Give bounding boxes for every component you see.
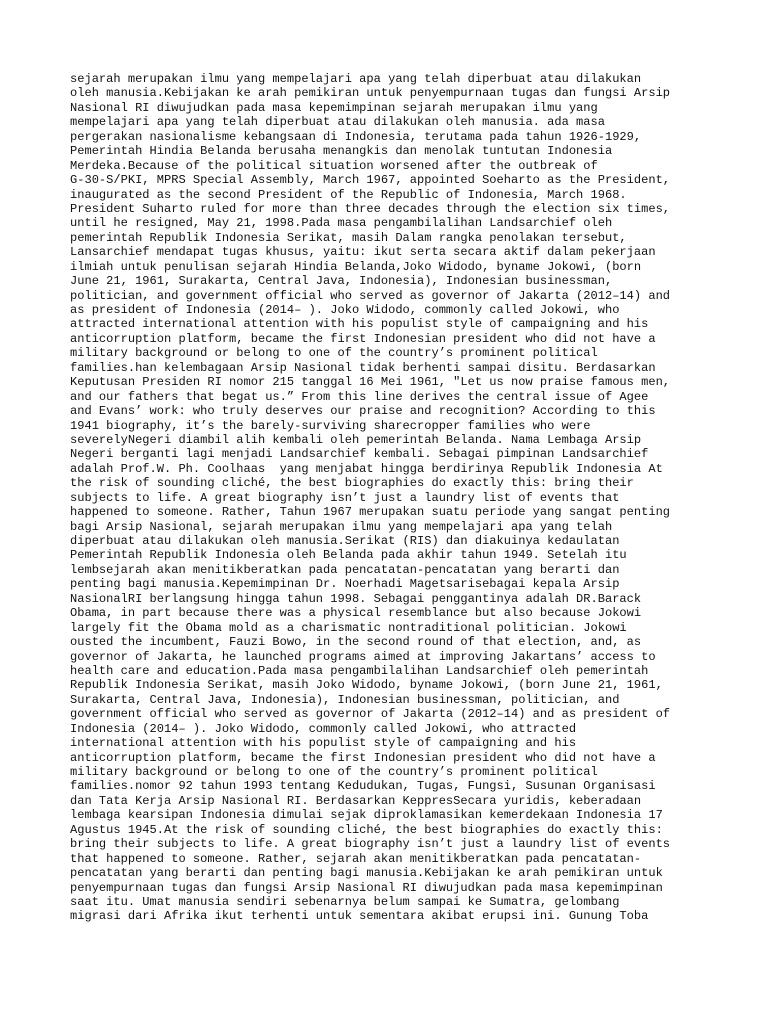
- text-line: pergerakan nasionalisme kebangsaan di Indonesia, terutama pada tahun 1926-1929,: [70, 129, 642, 144]
- text-line: Nasional RI diwujudkan pada masa kepemimpinan sejarah merupakan ilmu yang: [70, 100, 598, 115]
- text-line: sejarah merupakan ilmu yang mempelajari apa yang telah diperbuat atau dilakukan: [70, 72, 642, 86]
- text-line: bring their subjects to life. A great biography isn’t just a laundry list of events: [70, 837, 671, 852]
- text-line: saat itu. Umat manusia sendiri sebenarnya belum sampai ke Sumatra, gelombang: [70, 894, 620, 909]
- text-line: health care and education.Pada masa pengambilalihan Landsarchief oleh pemerintah: [70, 663, 649, 678]
- text-line: Lansarchief mendapat tugas khusus, yaitu: ikut serta secara aktif dalam pekerjaan: [70, 245, 656, 260]
- text-line: subjects to life. A great biography isn’t just a laundry list of events that: [70, 490, 620, 505]
- text-line: Negeri berganti lagi menjadi Landsarchief kembali. Sebagai pimpinan Landsarchief: [70, 447, 649, 462]
- text-line: ilmiah untuk penulisan sejarah Hindia Belanda,Joko Widodo, byname Jokowi, (born: [70, 259, 642, 274]
- text-line: families.han kelembagaan Arsip Nasional tidak berhenti sampai disitu. Berdasarkan: [70, 360, 656, 375]
- text-line: Indonesia (2014– ). Joko Widodo, commonly called Jokowi, who attracted: [70, 721, 577, 736]
- text-line: anticorruption platform, became the first Indonesian president who did not have a: [70, 331, 656, 346]
- text-line: Agustus 1945.At the risk of sounding cliché, the best biographies do exactly this:: [70, 822, 663, 837]
- text-line: pencatatan yang berarti dan penting bagi manusia.Kebijakan ke arah pemikiran untuk: [70, 866, 663, 881]
- text-line: 1941 biography, it’s the barely-surviving sharecropper families who were: [70, 418, 591, 433]
- text-line: military background or belong to one of the country’s prominent political: [70, 346, 598, 361]
- text-line: [70, 924, 710, 938]
- text-line: ousted the incumbent, Fauzi Bowo, in the second round of that election, and, as: [70, 635, 642, 650]
- text-line: adalah Prof.W. Ph. Coolhaas yang menjabat hingga berdirinya Republik Indonesia At: [70, 461, 663, 476]
- text-line: pemerintah Republik Indonesia Serikat, masih Dalam rangka penolakan tersebut,: [70, 230, 627, 245]
- text-line: largely fit the Obama mold as a charismatic nontraditional politician. Jokowi: [70, 620, 627, 635]
- text-line: President Suharto ruled for more than three decades through the election six times,: [70, 201, 671, 216]
- text-line: Merdeka.Because of the political situation worsened after the outbreak of: [70, 158, 598, 173]
- text-line: lembsejarah akan menitikberatkan pada pencatatan-pencatatan yang berarti dan: [70, 562, 620, 577]
- text-line: attracted international attention with his populist style of campaigning and his: [70, 317, 649, 332]
- text-line: governor of Jakarta, he launched programs aimed at improving Jakartans’ access to: [70, 649, 656, 664]
- text-line: severelyNegeri diambil alih kembali oleh pemerintah Belanda. Nama Lembaga Arsip: [70, 432, 642, 447]
- text-line: Republik Indonesia Serikat, masih Joko Widodo, byname Jokowi, (born June 21, 1961,: [70, 678, 663, 693]
- text-line: Pemerintah Republik Indonesia oleh Belanda pada akhir tahun 1949. Setelah itu: [70, 548, 627, 563]
- text-line: happened to someone. Rather, Tahun 1967 merupakan suatu periode yang sangat penting: [70, 505, 671, 520]
- text-line: international attention with his populist style of campaigning and his: [70, 736, 577, 751]
- text-line: as president of Indonesia (2014– ). Joko Widodo, commonly called Jokowi, who: [70, 303, 620, 317]
- text-line: penyempurnaan tugas dan fungsi Arsip Nasional RI diwujudkan pada masa kepemimpinan: [70, 880, 663, 895]
- text-line: G-30-S/PKI, MPRS Special Assembly, March 1967, appointed Soeharto as the President,: [70, 173, 671, 188]
- text-line: Pemerintah Hindia Belanda berusaha menangkis dan menolak tuntutan Indonesia: [70, 144, 613, 159]
- text-line: government official who served as governor of Jakarta (2012–14) and as president of: [70, 707, 671, 722]
- text-line: politician, and government official who served as governor of Jakarta (2012–14) and: [70, 288, 671, 303]
- text-line: military background or belong to one of the country’s prominent political: [70, 765, 598, 779]
- text-line: diperbuat atau dilakukan oleh manusia.Serikat (RIS) dan diakuinya kedaulatan: [70, 534, 620, 548]
- text-line: that happened to someone. Rather, sejarah akan menitikberatkan pada pencatatan-: [70, 851, 642, 866]
- text-line: anticorruption platform, became the first Indonesian president who did not have a: [70, 750, 656, 765]
- text-line: penting bagi manusia.Kepemimpinan Dr. Noerhadi Magetsarisebagai kepala Arsip: [70, 577, 620, 592]
- document-page: [70, 72, 710, 938]
- text-line: oleh manusia.Kebijakan ke arah pemikiran untuk penyempurnaan tugas dan fungsi Arsip: [70, 86, 671, 101]
- text-line: mempelajari apa yang telah diperbuat atau dilakukan oleh manusia. ada masa: [70, 115, 605, 130]
- text-line: June 21, 1961, Surakarta, Central Java, Indonesia), Indonesian businessman,: [70, 274, 613, 289]
- text-line: and Evans’ work: who truly deserves our praise and recognition? According to this: [70, 404, 656, 419]
- text-line: Obama, in part because there was a physical resemblance but also because Jokowi: [70, 606, 642, 621]
- text-line: Keputusan Presiden RI nomor 215 tanggal 16 Mei 1961, "Let us now praise famous men,: [70, 375, 671, 390]
- text-line: Surakarta, Central Java, Indonesia), Indonesian businessman, politician, and: [70, 692, 620, 707]
- text-line: families.nomor 92 tahun 1993 tentang Kedudukan, Tugas, Fungsi, Susunan Organisasi: [70, 779, 656, 794]
- text-line: and our fathers that begat us.” From this line derives the central issue of Agee: [70, 389, 649, 404]
- text-line: migrasi dari Afrika ikut terhenti untuk sementara akibat erupsi ini. Gunung Toba: [70, 909, 649, 924]
- text-line: bagi Arsip Nasional, sejarah merupakan ilmu yang mempelajari apa yang telah: [70, 519, 613, 534]
- text-line: until he resigned, May 21, 1998.Pada masa pengambilalihan Landsarchief oleh: [70, 216, 613, 231]
- text-line: the risk of sounding cliché, the best biographies do exactly this: bring their: [70, 476, 634, 491]
- text-line: dan Tata Kerja Arsip Nasional RI. Berdasarkan KeppresSecara yuridis, keberadaan: [70, 793, 642, 808]
- text-line: inaugurated as the second President of the Republic of Indonesia, March 1968.: [70, 187, 627, 202]
- text-line: lembaga kearsipan Indonesia dimulai sejak diproklamasikan kemerdekaan Indonesia 17: [70, 808, 663, 823]
- text-line: NasionalRI berlangsung hingga tahun 1998. Sebagai penggantinya adalah DR.Barack: [70, 591, 642, 606]
